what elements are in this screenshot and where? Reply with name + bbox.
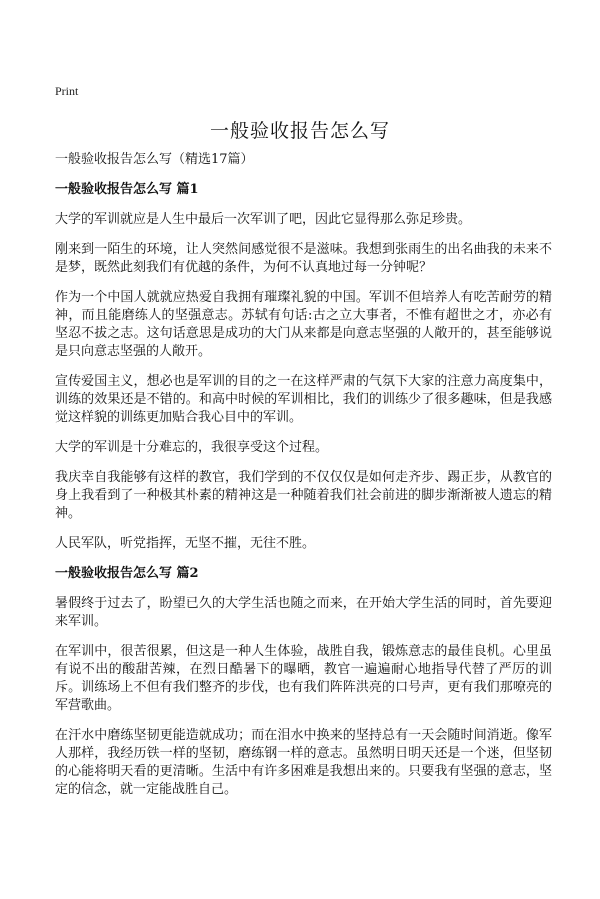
paragraph: 我庆幸自我能够有这样的教官，我们学到的不仅仅仅是如何走齐步、踢正步，从教官的身上我看到了一种极其朴素的精神这是一种随着我们社会前进的脚步渐渐被人遗忘的精神。 <box>55 470 552 521</box>
paragraph: 暑假终于过去了，盼望已久的大学生活也随之而来，在开始大学生活的同时，首先要迎来军训。 <box>55 596 552 629</box>
document-body <box>55 151 552 810</box>
section-heading-2: 一般验收报告怎么写 篇2 <box>55 566 199 581</box>
paragraph: 宣传爱国主义，想必也是军训的目的之一在这样严肃的气氛下大家的注意力高度集中，训练的效果还是不错的。和高中时候的军训相比，我们的训练少了很多趣味，但是我感觉这样貌的训练更加贴合我心目中的军训。 <box>55 374 552 425</box>
paragraph: 在汗水中磨练坚韧更能造就成功；而在泪水中换来的坚持总有一天会随时间消逝。像军人那样，我经历铁一样的坚韧，磨练钢一样的意志。虽然明日明天还是一个迷，但坚韧的心能将明天看的更清晰。生活中有许多困难是我想出来的。只要我有坚强的意志，坚定的信念，就一定能战胜自己。 <box>55 728 552 797</box>
paragraph: 作为一个中国人就就应热爱自我拥有璀璨礼貌的中国。军训不但培养人有吃苦耐劳的精神，而且能磨练人的坚强意志。苏轼有句话:古之立大事者，不惟有超世之才，亦必有坚忍不拔之志。这句话意思是成功的大门从来都是向意志坚强的人敞开的，甚至能够说是只向意志坚强的人敞开。 <box>55 290 552 359</box>
paragraph: 在军训中，很苦很累，但这是一种人生体验，战胜自我，锻炼意志的最佳良机。心里虽有说不出的酸甜苦辣，在烈日酷暑下的曝晒，教官一遍遍耐心地指导代替了严厉的训斥。训练场上不但有我们整齐的步伐，也有我们阵阵洪亮的口号声，更有我们那嘹亮的军营歌曲。 <box>55 644 552 713</box>
paragraph: 大学的军训是十分难忘的，我很享受这个过程。 <box>55 440 329 455</box>
paragraph: 大学的军训就应是人生中最后一次军训了吧，因此它显得那么弥足珍贵。 <box>55 212 472 227</box>
section-heading-1: 一般验收报告怎么写 篇1 <box>55 182 199 197</box>
print-label: Print <box>55 84 79 98</box>
document-subtitle: 一般验收报告怎么写（精选17篇） <box>55 152 254 167</box>
paragraph: 人民军队，听党指挥，无坚不摧，无往不胜。 <box>55 536 316 551</box>
document-title: 一般验收报告怎么写 <box>209 120 390 142</box>
paragraph: 刚来到一陌生的环境，让人突然间感觉很不是滋味。我想到张雨生的出名曲我的未来不是梦，既然此刻我们有优越的条件，为何不认真地过每一分钟呢？ <box>55 242 552 275</box>
